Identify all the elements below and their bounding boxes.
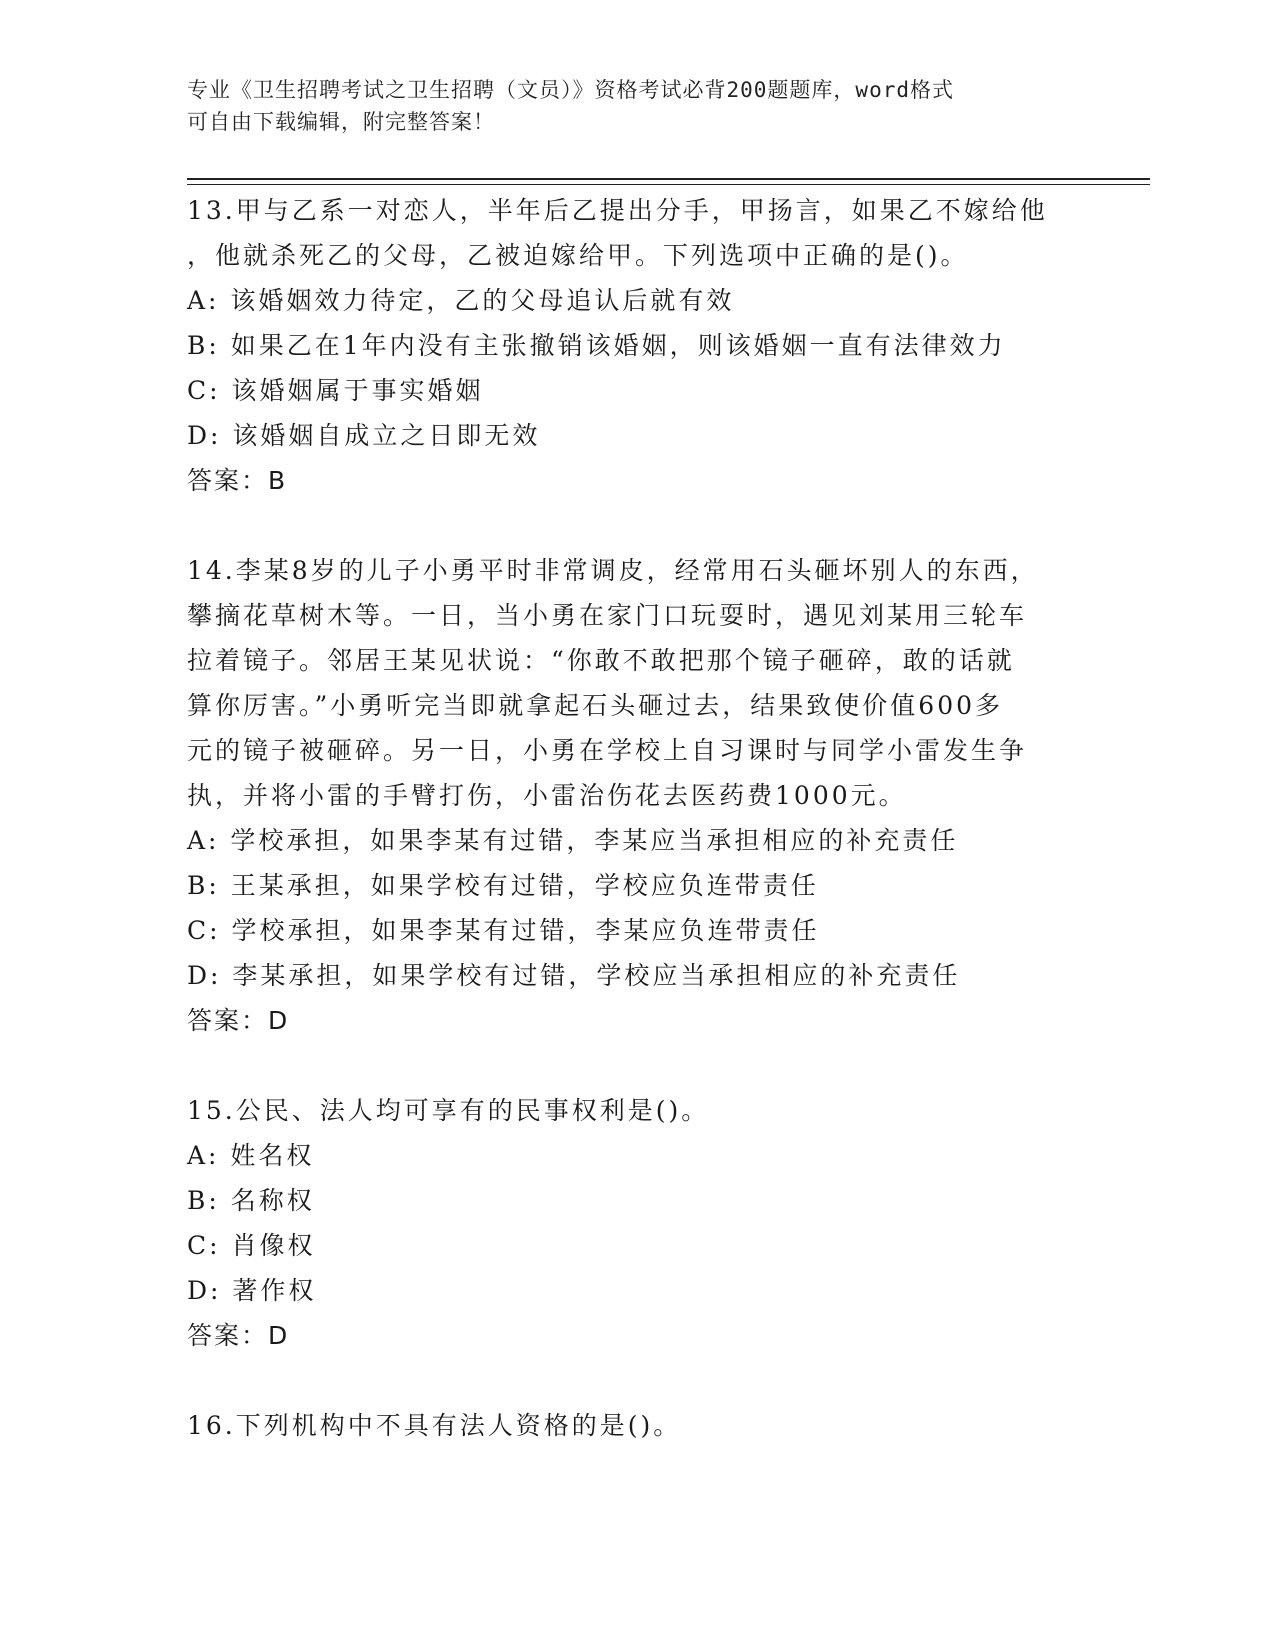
option-a: A: 姓名权	[187, 1141, 315, 1170]
answer: 答案：D	[187, 1321, 290, 1350]
question-16	[187, 1403, 1087, 1448]
header-line-1: 专业《卫生招聘考试之卫生招聘（文员）》资格考试必背200题题库，word格式	[187, 78, 954, 102]
option-c: C: 该婚姻属于事实婚姻	[187, 376, 484, 405]
question-14	[187, 548, 1087, 1043]
spacer	[187, 503, 1087, 548]
question-list	[187, 188, 1087, 1448]
question-stem	[187, 188, 1087, 278]
option-b: B: 名称权	[187, 1186, 315, 1215]
stem-line: 元的镜子被砸碎。另一日，小勇在学校上自习课时与同学小雷发生争	[187, 736, 1028, 765]
stem-line: 执，并将小雷的手臂打伤，小雷治伤花去医药费1000元。	[187, 781, 907, 810]
option-d: D: 著作权	[187, 1276, 317, 1305]
stem-line: 算你厉害。”小勇听完当即就拿起石头砸过去，结果致使价值600多	[187, 691, 1004, 720]
stem-line: 13.甲与乙系一对恋人，半年后乙提出分手，甲扬言，如果乙不嫁给他	[187, 196, 1048, 225]
option-a: A: 学校承担，如果李某有过错，李某应当承担相应的补充责任	[187, 826, 959, 855]
stem-line: 攀摘花草树木等。一日，当小勇在家门口玩耍时，遇见刘某用三轮车	[187, 601, 1028, 630]
option-c: C: 学校承担，如果李某有过错，李某应负连带责任	[187, 916, 820, 945]
header-divider-thick	[187, 178, 1150, 180]
answer: 答案：D	[187, 1006, 290, 1035]
option-b: B: 王某承担，如果学校有过错，学校应负连带责任	[187, 871, 819, 900]
option-d: D: 该婚姻自成立之日即无效	[187, 421, 541, 450]
spacer	[187, 1043, 1087, 1088]
document-header	[187, 74, 1067, 138]
option-b: B: 如果乙在1年内没有主张撤销该婚姻，则该婚姻一直有法律效力	[187, 331, 1006, 360]
stem-line: 16.下列机构中不具有法人资格的是()。	[187, 1411, 682, 1440]
question-stem	[187, 548, 1087, 818]
stem-line: 15.公民、法人均可享有的民事权利是()。	[187, 1096, 710, 1125]
question-stem	[187, 1403, 1087, 1448]
stem-line: 拉着镜子。邻居王某见状说：“你敢不敢把那个镜子砸碎，敢的话就	[187, 646, 1015, 675]
spacer	[187, 1358, 1087, 1403]
question-13	[187, 188, 1087, 503]
option-d: D: 李某承担，如果学校有过错，学校应当承担相应的补充责任	[187, 961, 961, 990]
option-c: C: 肖像权	[187, 1231, 316, 1260]
option-a: A: 该婚姻效力待定，乙的父母追认后就有效	[187, 286, 735, 315]
answer: 答案：B	[187, 466, 288, 495]
stem-line: 14.李某8岁的儿子小勇平时非常调皮，经常用石头砸坏别人的东西，	[187, 556, 1039, 585]
question-stem	[187, 1088, 1087, 1133]
question-15	[187, 1088, 1087, 1358]
header-line-2: 可自由下载编辑，附完整答案！	[187, 110, 495, 134]
stem-line: ，他就杀死乙的父母，乙被迫嫁给甲。下列选项中正确的是()。	[187, 241, 969, 270]
header-divider-thin	[187, 184, 1150, 185]
